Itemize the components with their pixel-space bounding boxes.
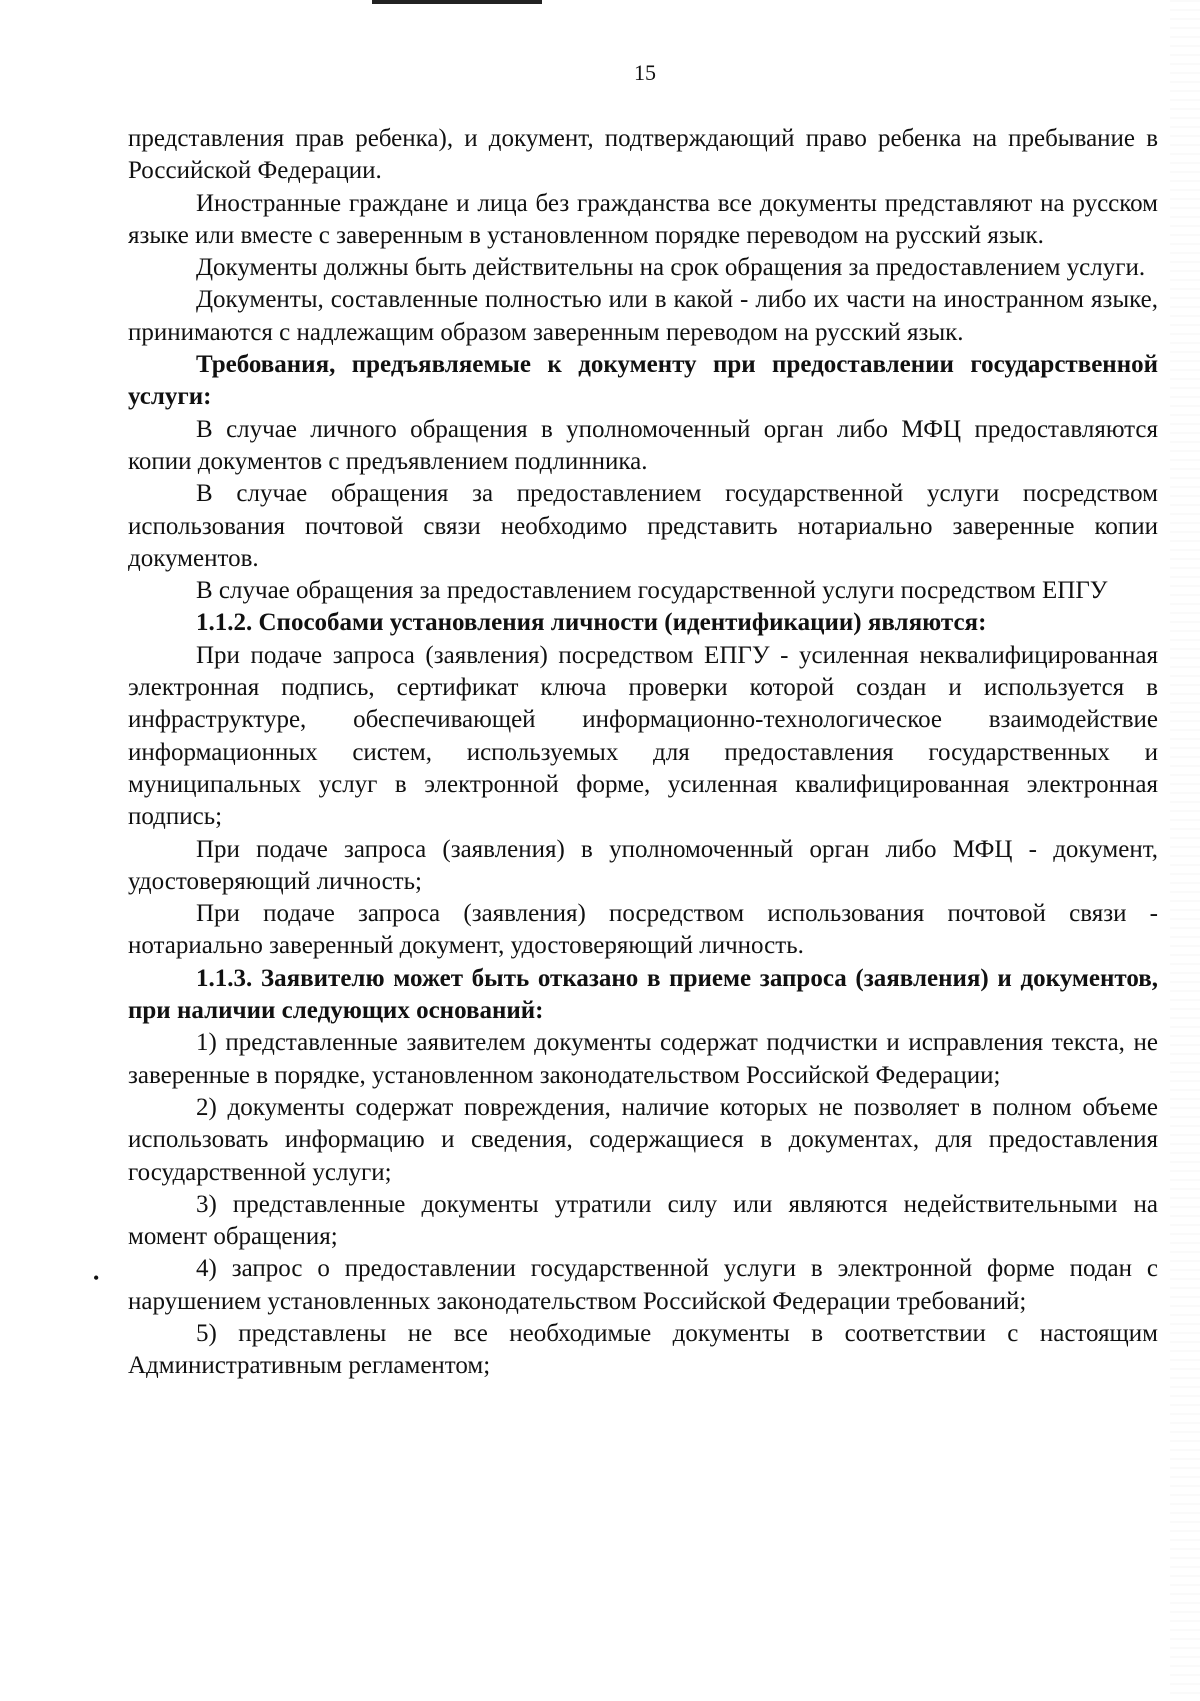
list-item: 2) документы содержат повреждения, наличие которых не позволяет в полном объеме использовать информацию и сведения, содержащиеся в документах, для предоставления государственной услуги;: [128, 1093, 1158, 1186]
paragraph: представления прав ребенка), и документ, подтверждающий право ребенка на пребывание в Российской Федерации.: [128, 125, 1158, 185]
list-item: 3) представленные документы утратили силу или являются недействительными на момент обращения;: [128, 1190, 1158, 1251]
paragraph: При подаче запроса (заявления) посредством ЕПГУ - усиленная неквалифицированная электронная подпись, сертификат ключа проверки которой создан и используется в инфраструктуре, обеспечивающей информационно-технологическое взаимодействие информационных систем, используемых для предоставления государственных и муниципальных услуг в электронной форме, усиленная квалифицированная электронная подпись;: [128, 641, 1158, 831]
paragraph: В случае личного обращения в уполномоченный орган либо МФЦ предоставляются копии документов с предъявлением подлинника.: [128, 415, 1158, 475]
paragraph: При подаче запроса (заявления) посредством использования почтовой связи - нотариально заверенный документ, удостоверяющий личность.: [128, 900, 1158, 960]
paragraph: При подаче запроса (заявления) в уполномоченный орган либо МФЦ - документ, удостоверяющий личность;: [128, 835, 1158, 895]
scan-edge-noise: [1170, 0, 1200, 1701]
document-body: [128, 123, 1158, 1383]
section-heading: 1.1.2. Способами установления личности (идентификации) являются:: [196, 609, 987, 637]
scan-dot-mark: •: [93, 1268, 100, 1288]
scan-top-mark: [372, 0, 542, 4]
page-number: 15: [634, 60, 656, 85]
paragraph: Документы должны быть действительны на срок обращения за предоставлением услуги.: [196, 254, 1146, 282]
list-item: 4) запрос о предоставлении государственной услуги в электронной форме подан с нарушением установленных законодательством Российской Федерации требований;: [128, 1255, 1158, 1315]
section-heading: 1.1.3. Заявителю может быть отказано в приеме запроса (заявления) и документов, при наличии следующих оснований:: [128, 964, 1158, 1025]
list-item: 5) представлены не все необходимые документы в соответствии с настоящим Административным регламентом;: [128, 1319, 1158, 1380]
list-item: 1) представленные заявителем документы содержат подчистки и исправления текста, не заверенные в порядке, установленном законодательством Российской Федерации;: [128, 1029, 1158, 1089]
section-heading: Требования, предъявляемые к документу при предоставлении государственной услуги:: [128, 351, 1158, 411]
paragraph: В случае обращения за предоставлением государственной услуги посредством использования почтовой связи необходимо представить нотариально заверенные копии документов.: [128, 480, 1158, 572]
paragraph: Документы, составленные полностью или в какой - либо их части на иностранном языке, принимаются с надлежащим образом заверенным переводом на русский язык.: [128, 286, 1158, 346]
paragraph: В случае обращения за предоставлением государственной услуги посредством ЕПГУ: [196, 577, 1108, 605]
paragraph: Иностранные граждане и лица без гражданства все документы представляют на русском языке или вместе с заверенным в установленном порядке переводом на русский язык.: [128, 189, 1158, 249]
